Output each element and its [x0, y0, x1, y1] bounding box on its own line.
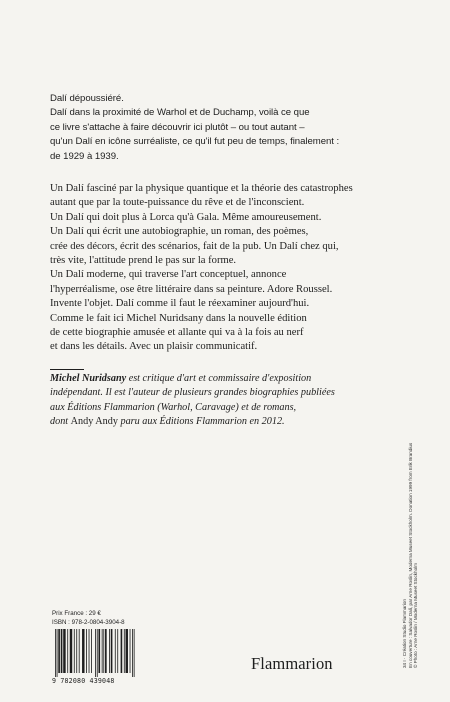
blurb-line: l'hyperréalisme, ose être littéraire dans sa peinture. Adore Roussel. [50, 283, 333, 295]
intro-line: de 1929 à 1939. [50, 150, 119, 162]
bio-text: paru aux Éditions Flammarion en 2012. [117, 416, 285, 428]
barcode-bar [70, 629, 72, 673]
image-credits [402, 438, 419, 668]
barcode-bar [102, 629, 103, 673]
barcode-bar [130, 629, 131, 673]
blurb-line: Un Dalí qui écrit une autobiographie, un roman, des poèmes, [50, 226, 309, 238]
intro-line: ce livre s'attache à faire découvrir ici plutôt – ou tout autant – [50, 121, 305, 133]
barcode-bar [97, 629, 98, 677]
blurb-line: Comme le fait ici Michel Nuridsany dans la nouvelle édition [50, 312, 307, 324]
bio-line: aux Éditions Flammarion (Warhol, Caravage) et de romans, [50, 401, 297, 413]
barcode-bar [76, 629, 77, 673]
credit-line: © Photo : Arne Roslin / Moderna Museet Stockholm [413, 562, 419, 668]
barcode-bar [121, 629, 123, 673]
barcode-bar [124, 629, 125, 673]
barcode-bar [58, 629, 60, 673]
section-divider [50, 369, 84, 370]
barcode-bar [91, 629, 92, 673]
barcode-bar [117, 629, 118, 673]
barcode-bars [52, 629, 144, 677]
barcode-bar [109, 629, 110, 673]
price-label: Prix France : 29 € [52, 610, 101, 617]
bio-text: dont [50, 416, 71, 428]
isbn-label: ISBN : 978-2-0804-3904-8 [52, 618, 125, 626]
barcode-bar [55, 629, 56, 677]
blurb-line: très vite, l'attitude prend le pas sur la forme. [50, 255, 237, 267]
blurb-line: autant que par la toute-puissance du rêve et de l'inconscient. [50, 197, 305, 209]
barcode-bar [134, 629, 135, 677]
barcode-bar [103, 629, 104, 673]
blurb-line: Un Dalí qui doit plus à Lorca qu'à Gala. Même amoureusement. [50, 211, 322, 223]
bio-line: indépendant. Il est l'auteur de plusieurs grandes biographies publiées [50, 387, 335, 399]
blurb-line: Un Dalí moderne, qui traverse l'art conceptuel, annonce [50, 269, 287, 281]
intro-line: Dalí dans la proximité de Warhol et de Duchamp, voilà ce que [50, 107, 310, 119]
credit-line: 34 I · Création Studio Flammarion [402, 599, 407, 668]
barcode-bar [111, 629, 113, 673]
barcode-bar [105, 629, 107, 673]
barcode-bar [132, 629, 133, 677]
barcode-bar [82, 629, 84, 673]
intro-line: Dalí dépoussiéré. [50, 93, 124, 104]
bio-line [50, 415, 430, 429]
barcode-bar [79, 629, 80, 673]
blurb-line: de cette biographie amusée et allante qui va à la fois au nerf [50, 327, 304, 339]
barcode-bar [67, 629, 68, 673]
barcode-bar [126, 629, 128, 673]
credit-line: En couverture : Salvador Dalí, par Arne Roslin, Moderna Museet Stockholm. Donation 1999 from Erik Brandius [407, 442, 413, 668]
barcode [52, 629, 144, 679]
barcode-bar [89, 629, 90, 673]
price-info [52, 610, 144, 627]
blurb-line: crée des décors, écrit des scénarios, fait de la pub. Un Dalí chez qui, [50, 240, 339, 252]
bio-text: est critique d'art et commissaire d'exposition [126, 373, 312, 384]
blurb-line: Un Dalí fasciné par la physique quantique et la théorie des catastrophes [50, 183, 353, 194]
barcode-bar [63, 629, 65, 673]
barcode-digits: 9 782080 439048 [52, 677, 115, 685]
author-name: Michel Nuridsany [50, 373, 127, 384]
author-bio [50, 372, 430, 430]
intro-paragraph [50, 92, 430, 164]
bio-line [50, 372, 430, 386]
barcode-bar [95, 629, 96, 677]
book-title: Andy Andy [70, 416, 118, 428]
publisher-logo: Flammarion [251, 654, 333, 673]
barcode-bar [74, 629, 75, 673]
blurb-line: Invente l'objet. Dalí comme il faut le réexaminer aujourd'hui. [50, 298, 310, 310]
barcode-bar [115, 629, 116, 673]
barcode-bar [86, 629, 87, 673]
intro-line: qu'un Dalí en icône surréaliste, ce qu'il fut peu de temps, finalement : [50, 136, 340, 148]
barcode-bar [61, 629, 63, 673]
barcode-bar [57, 629, 58, 677]
blurb-line: et dans les détails. Avec un plaisir communicatif. [50, 341, 258, 353]
blurb-paragraph [50, 182, 420, 355]
barcode-bar [98, 629, 100, 673]
